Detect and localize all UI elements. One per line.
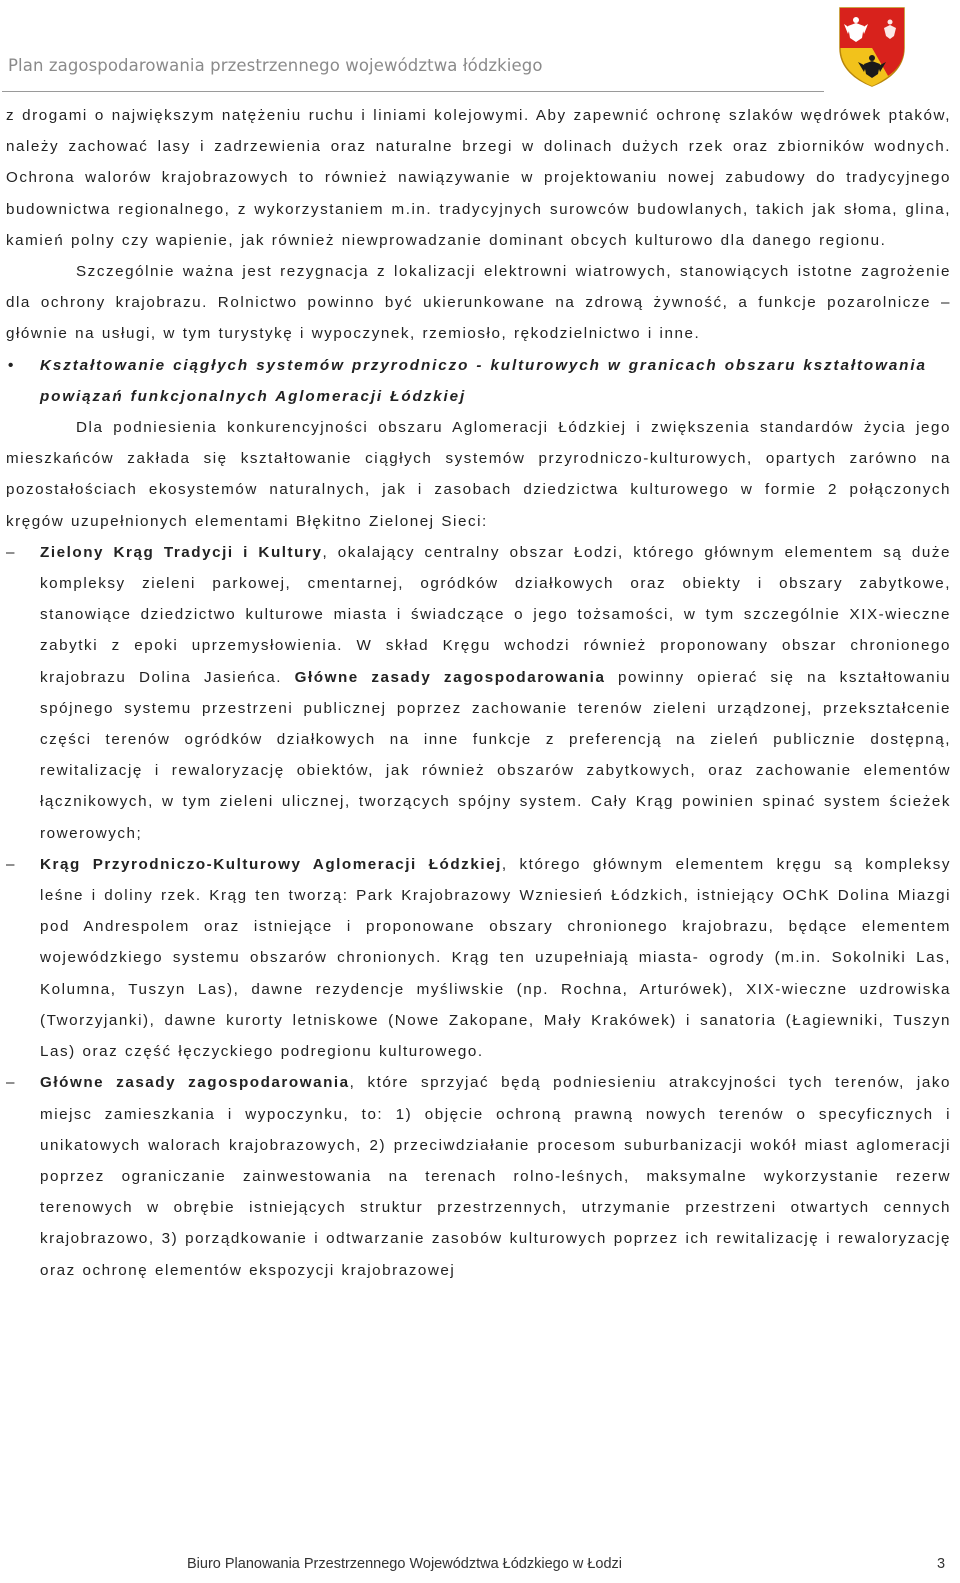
list-item-text: , okalający centralny obszar Łodzi, którego głównym elementem są duże kompleksy zieleni parkowej, cmentarnej, ogródków działkowych oraz obiekty i obszary zabytkowe, stanowiące dziedzictwo kulturowe miasta i świadczące o jego tożsamości, w tym szczególnie XIX-wieczne zabytki z epoki uprzemysłowienia. W skład Kręgu wchodzi również proponowany obszar chronionego krajobrazu Dolina Jasieńca. xyxy=(40,543,951,686)
dash-icon: – xyxy=(6,855,15,873)
bullet-icon: • xyxy=(8,356,16,374)
paragraph-1: z drogami o największym natężeniu ruchu i liniami kolejowymi. Aby zapewnić ochronę szlaków wędrówek ptaków, należy zachować lasy i zadrzewienia oraz naturalne brzegi w dolinach dużych rzek oraz zbiorników wodnych. Ochrona walorów krajobrazowych to również nawiązywanie w projektowaniu nowej zabudowy do tradycyjnego budownictwa regionalnego, z wykorzystaniem m.in. tradycyjnych surowców budowlanych, takich jak słoma, glina, kamień polny czy wapienie, jak również niewprowadzanie dominant obcych kulturowo dla danego regionu. xyxy=(6,107,951,249)
list-item-text: , które sprzyjać będą podniesieniu atrakcyjności tych terenów, jako miejsc zamieszkania i wypoczynku, to: 1) objęcie ochroną prawną nowych terenów o specyficznych i unikatowych walorach krajobrazowych, 2) przeciwdziałanie procesom suburbanizacji wokół miast aglomeracji poprzez ograniczanie zainwestowania na terenach rolno-leśnych, maksymalne wykorzystanie rezerw terenowych w obrębie istniejących struktur przestrzennych, utrzymanie przestrzeni otwartych cennych krajobrazowo, 3) porządkowanie i odtwarzanie zasobów kulturowych poprzez ich rewitalizację i rewaloryzację oraz ochronę elementów ekspozycji krajobrazowej xyxy=(40,1074,951,1279)
paragraph-2: Szczególnie ważna jest rezygnacja z lokalizacji elektrowni wiatrowych, stanowiących istotne zagrożenie dla ochrony krajobrazu. Rolnictwo powinno być ukierunkowane na zdrową żywność, a funkcje pozarolnicze – głównie na usługi, w tym turystykę i wypoczynek, rzemiosło, rękodzielnictwo i inne. xyxy=(6,263,951,343)
dash-icon: – xyxy=(6,543,15,561)
list-item-green-circle xyxy=(6,537,951,849)
dash-icon: – xyxy=(6,1074,15,1092)
list-item-nature-circle xyxy=(6,849,951,1067)
list-item-term: Krąg Przyrodniczo-Kulturowy Aglomeracji Łódzkiej xyxy=(40,855,502,873)
list-item-term: Zielony Krąg Tradycji i Kultury xyxy=(40,543,323,561)
section-bullet-heading xyxy=(6,350,951,412)
coat-of-arms-icon xyxy=(836,4,908,88)
footer-organization: Biuro Planowania Przestrzennego Województwa Łódzkiego w Łodzi xyxy=(187,1556,622,1572)
list-item-text-2: powinny opierać się na kształtowaniu spójnego systemu przestrzeni publicznej poprzez zachowanie terenów zieleni urządzonej, przekształcenie części terenów ogródków działkowych na inne funkcje z preferencją na zieleń publicznie dostępną, rewitalizację i rewaloryzację obiektów, jak również obszarów zabytkowych, oraz zachowanie elementów łącznikowych, w tym zieleni ulicznej, tworzących spójny system. Cały Krąg powinien spinać system ścieżek rowerowych; xyxy=(40,668,952,842)
page-number: 3 xyxy=(937,1556,946,1572)
bullet-heading-text: Kształtowanie ciągłych systemów przyrodniczo - kulturowych w granicach obszaru kształtowania powiązań funkcjonalnych Aglomeracji Łódzkiej xyxy=(40,356,927,405)
header-divider xyxy=(2,91,824,92)
list-item-text: , którego głównym elementem kręgu są kompleksy leśne i doliny rzek. Krąg ten tworzą: Park Krajobrazowy Wzniesień Łódzkich, istniejący OChK Dolina Miazgi pod Andrespolem oraz istniejące i proponowane obszary chronionego krajobrazu, będące elementem wojewódzkiego systemu obszarów chronionych. Krąg ten uzupełniają miasta- ogrody (m.in. Sokolniki Las, Kolumna, Tuszyn Las), dawne rezydencje myśliwskie (np. Rochna, Arturówek), XIX-wieczne uzdrowiska (Tworzyjanki), dawne kurorty letniskowe (Nowe Zakopane, Mały Krakówek) i sanatoria (Łagiewniki, Tuszyn Las) oraz część łęczyckiego podregionu kulturowego. xyxy=(40,855,951,1061)
document-body xyxy=(6,100,951,1286)
list-item-main-principles xyxy=(6,1067,951,1285)
list-item-term-2: Główne zasady zagospodarowania xyxy=(294,668,606,686)
page-header xyxy=(0,0,960,92)
paragraph-3: Dla podniesienia konkurencyjności obszaru Aglomeracji Łódzkiej i zwiększenia standardów życia jego mieszkańców zakłada się kształtowanie ciągłych systemów przyrodniczo-kulturowych, opartych zarówno na pozostałościach ekosystemów naturalnych, jak i zasobach dziedzictwa kulturowego w formie 2 połączonych kręgów uzupełnionych elementami Błękitno Zielonej Sieci: xyxy=(6,419,951,530)
page-footer xyxy=(0,1551,960,1581)
list-item-term: Główne zasady zagospodarowania xyxy=(40,1074,350,1092)
document-title: Plan zagospodarowania przestrzennego województwa łódzkiego xyxy=(8,56,543,75)
